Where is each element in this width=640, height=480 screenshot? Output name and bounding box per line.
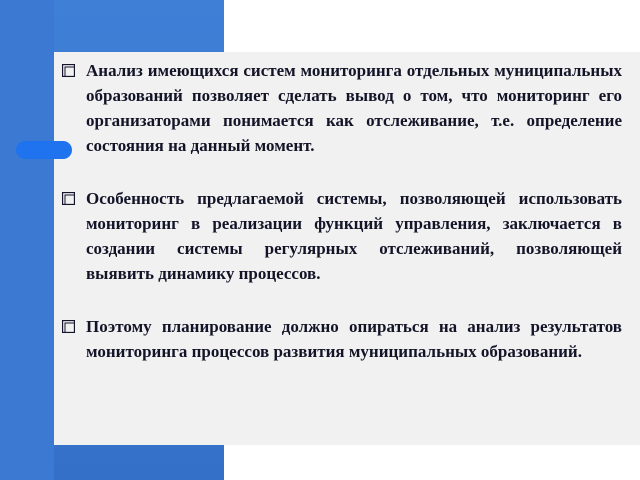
bullet-item-1 [60, 58, 622, 158]
bullet-item-2 [60, 186, 622, 286]
checkbox-icon [62, 320, 75, 333]
bullet-text: Поэтому планирование должно опираться на анализ результатов мониторинга процессов развития муниципальных образований. [86, 317, 622, 361]
bullet-text: Анализ имеющихся систем мониторинга отдельных муниципальных образований позволяет сделать вывод о том, что мониторинг его организаторами понимается как отслеживание, т.е. определение состояния на данный момент. [86, 61, 622, 155]
bullet-item-3 [60, 314, 622, 364]
decorative-blue-strip [0, 0, 54, 480]
bullet-list [60, 58, 622, 364]
checkbox-icon [62, 192, 75, 205]
bullet-text: Особенность предлагаемой системы, позволяющей использовать мониторинг в реализации функций управления, заключается в создании системы регулярных отслеживаний, позволяющей выявить динамику процессов. [86, 189, 622, 283]
checkbox-icon [62, 64, 75, 77]
